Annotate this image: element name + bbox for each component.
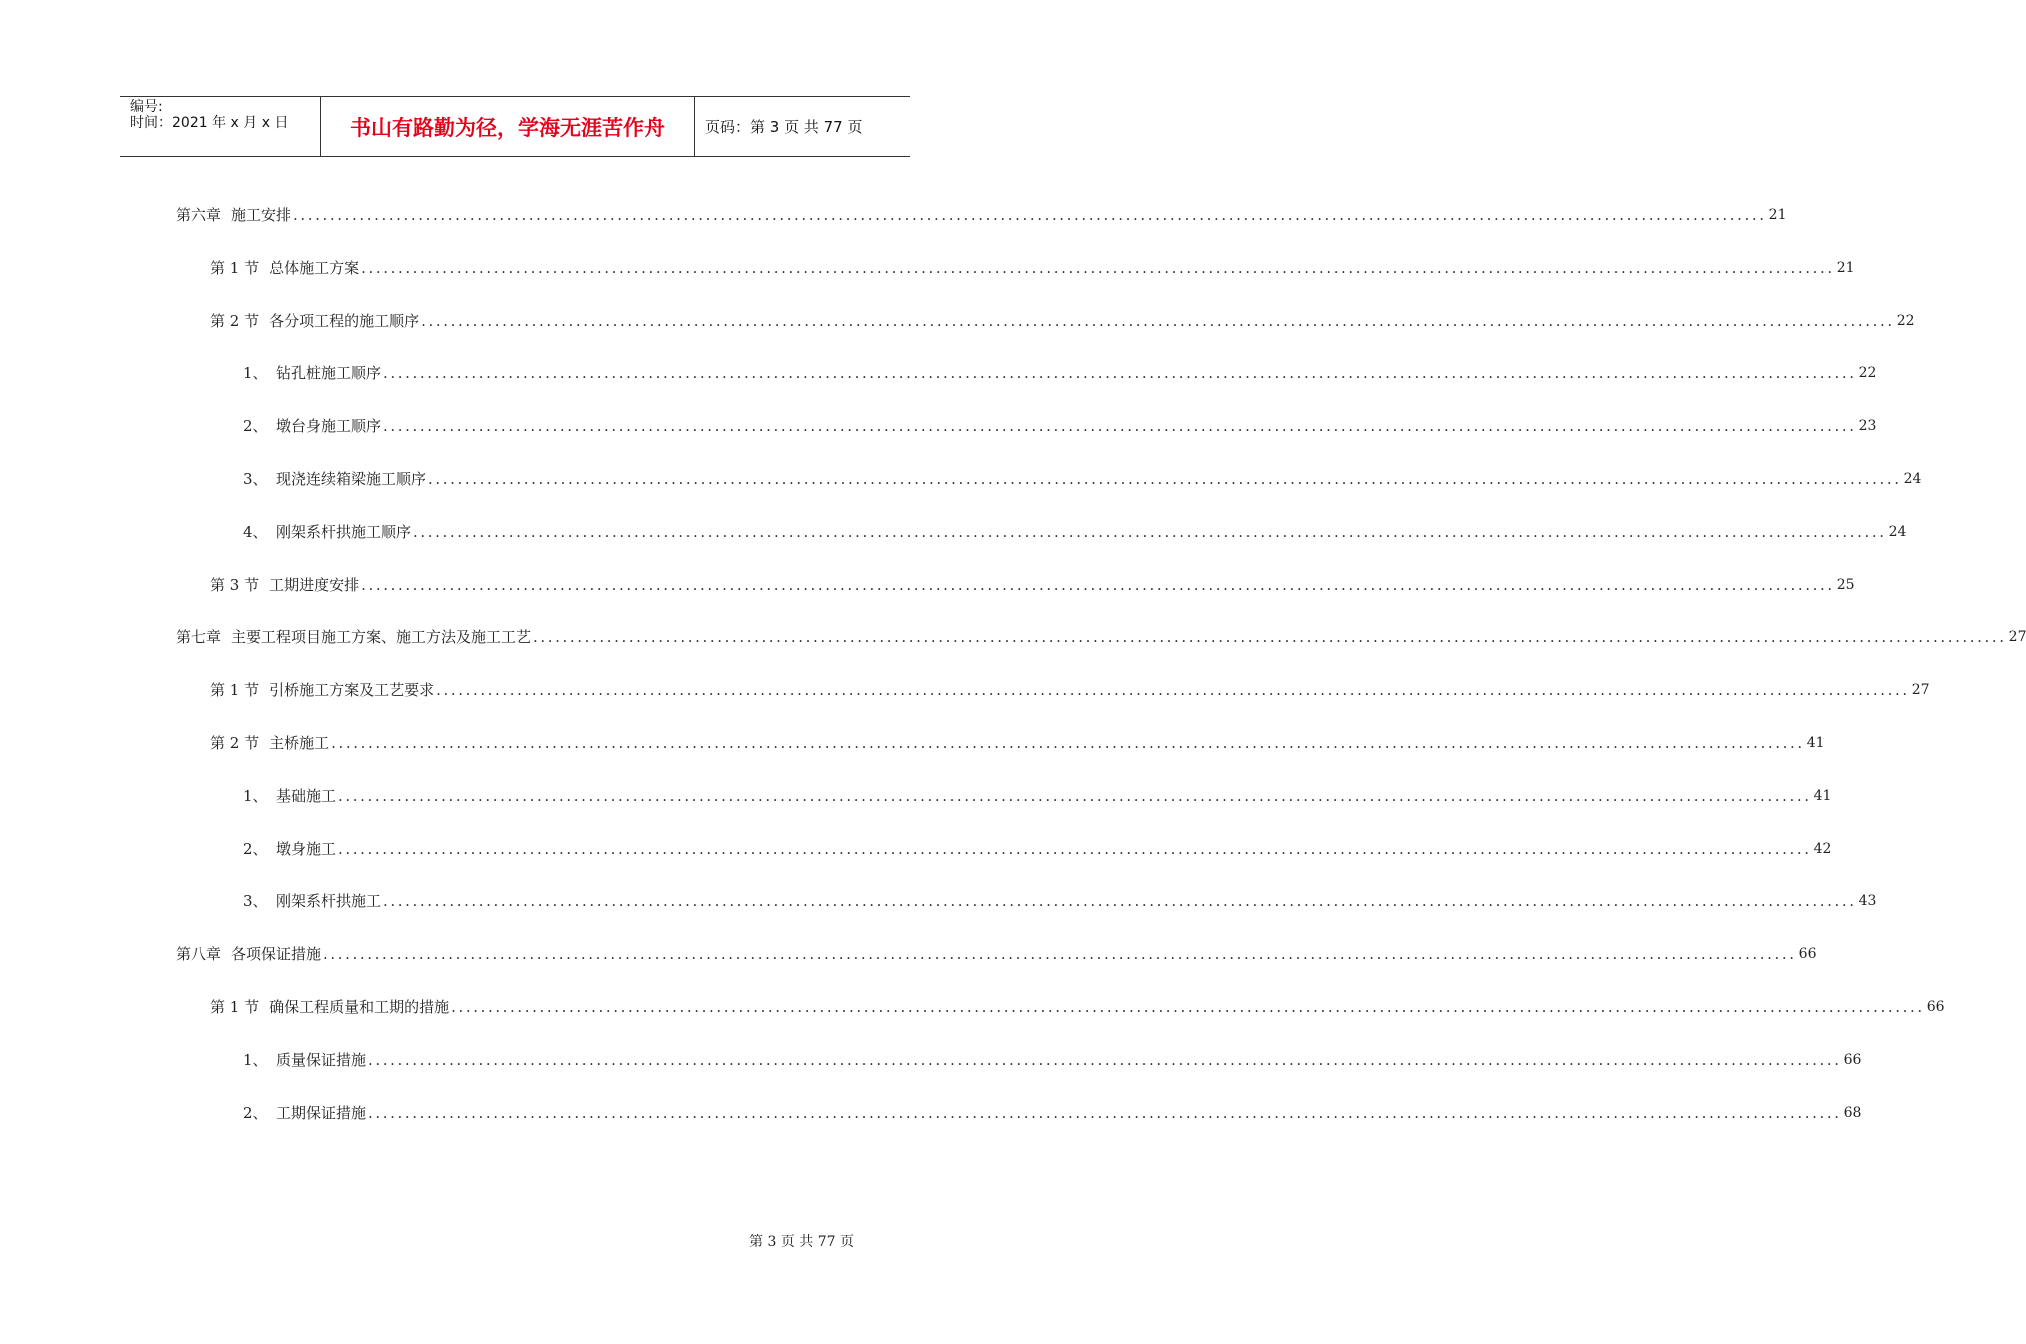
toc-entry-page: 24 — [1903, 471, 1922, 487]
toc-leader-dots: ........................................................................................................................................................................................................ — [451, 998, 1925, 1016]
toc-leader-dots: ........................................................................................................................................................................................................ — [361, 576, 1835, 594]
toc-leader-dots: ........................................................................................................................................................................................................ — [323, 945, 1797, 963]
toc-entry[interactable] — [210, 256, 1855, 278]
toc-leader-dots: ........................................................................................................................................................................................................ — [293, 206, 1767, 224]
toc-entry-number: 第 1 节 — [210, 681, 260, 699]
toc-entry-number: 2、 — [243, 1104, 268, 1122]
toc-leader-dots: ........................................................................................................................................................................................................ — [368, 1051, 1842, 1069]
toc-entry-page: 43 — [1858, 893, 1877, 909]
toc-entry-number: 第六章 — [176, 206, 222, 224]
toc-entry-title: 主桥施工 — [269, 734, 330, 752]
toc-entry[interactable] — [210, 309, 1915, 331]
toc-entry-page: 22 — [1858, 365, 1877, 381]
toc-entry-page: 42 — [1813, 841, 1832, 857]
toc-entry[interactable] — [243, 414, 1877, 436]
toc-leader-dots: ........................................................................................................................................................................................................ — [383, 892, 1857, 910]
toc-entry-label — [243, 416, 381, 436]
toc-entry[interactable] — [210, 995, 1945, 1017]
toc-entry-number: 第 1 节 — [210, 259, 260, 277]
toc-entry-number: 1、 — [243, 1051, 268, 1069]
toc-entry[interactable] — [210, 573, 1855, 595]
footer-page-info: 第 3 页 共 77 页 — [749, 1234, 854, 1250]
toc-entry-label — [243, 1103, 366, 1123]
toc-entry-label — [243, 469, 426, 489]
toc-entry[interactable] — [243, 784, 1832, 806]
toc-leader-dots: ........................................................................................................................................................................................................ — [383, 417, 1857, 435]
toc-entry-title: 工期保证措施 — [276, 1104, 367, 1122]
toc-entry-label — [210, 997, 449, 1017]
toc-entry-title: 施工安排 — [231, 206, 292, 224]
toc-entry-label — [243, 839, 336, 859]
toc-leader-dots: ........................................................................................................................................................................................................ — [338, 840, 1812, 858]
toc-entry[interactable] — [243, 467, 1922, 489]
toc-entry[interactable] — [210, 678, 1930, 700]
toc-entry-page: 25 — [1836, 577, 1855, 593]
toc-leader-dots: ........................................................................................................................................................................................................ — [368, 1104, 1842, 1122]
toc-entry-title: 现浇连续箱梁施工顺序 — [276, 470, 427, 488]
toc-entry-page: 27 — [1911, 682, 1930, 698]
document-number-label: 编号: — [130, 99, 163, 115]
toc-entry-number: 1、 — [243, 364, 268, 382]
toc-entry-label — [243, 363, 381, 383]
toc-entry-page: 41 — [1806, 735, 1825, 751]
toc-entry-title: 各分项工程的施工顺序 — [269, 312, 420, 330]
toc-entry[interactable] — [176, 942, 1817, 964]
toc-entry-number: 2、 — [243, 840, 268, 858]
toc-entry-page: 41 — [1813, 788, 1832, 804]
toc-entry-number: 第 2 节 — [210, 734, 260, 752]
toc-entry-label — [210, 311, 419, 331]
toc-leader-dots: ........................................................................................................................................................................................................ — [338, 787, 1812, 805]
toc-entry-label — [243, 891, 381, 911]
toc-entry-title: 各项保证措施 — [231, 945, 322, 963]
toc-entry-number: 2、 — [243, 417, 268, 435]
toc-leader-dots: ........................................................................................................................................................................................................ — [383, 364, 1857, 382]
toc-entry-title: 总体施工方案 — [269, 259, 360, 277]
toc-entry-page: 21 — [1836, 260, 1855, 276]
toc-entry-number: 4、 — [243, 523, 268, 541]
toc-leader-dots: ........................................................................................................................................................................................................ — [436, 681, 1910, 699]
toc-entry-label — [176, 205, 291, 225]
toc-entry-label — [210, 680, 434, 700]
header-motto: 书山有路勤为径，学海无涯苦作舟 — [350, 115, 665, 140]
toc-entry-page: 68 — [1843, 1105, 1862, 1121]
toc-entry-number: 3、 — [243, 892, 268, 910]
toc-entry-page: 23 — [1858, 418, 1877, 434]
toc-leader-dots: ........................................................................................................................................................................................................ — [331, 734, 1805, 752]
toc-entry-number: 第 1 节 — [210, 998, 260, 1016]
toc-leader-dots: ........................................................................................................................................................................................................ — [361, 259, 1835, 277]
toc-entry-title: 工期进度安排 — [269, 576, 360, 594]
toc-entry-title: 质量保证措施 — [276, 1051, 367, 1069]
toc-entry-title: 墩身施工 — [276, 840, 337, 858]
toc-entry-label — [243, 786, 336, 806]
toc-entry-number: 第 3 节 — [210, 576, 260, 594]
header-motto-cell — [321, 97, 695, 156]
toc-entry-number: 第 2 节 — [210, 312, 260, 330]
toc-entry-label — [210, 258, 359, 278]
toc-entry-label — [176, 627, 531, 647]
page-header — [120, 96, 910, 157]
toc-entry-label — [243, 1050, 366, 1070]
header-page-cell — [695, 97, 910, 156]
toc-leader-dots: ........................................................................................................................................................................................................ — [421, 312, 1895, 330]
toc-entry[interactable] — [243, 1048, 1862, 1070]
toc-entry[interactable] — [243, 520, 1907, 542]
toc-entry-page: 27 — [2008, 629, 2026, 645]
toc-entry[interactable] — [243, 361, 1877, 383]
toc-entry[interactable] — [243, 837, 1832, 859]
page-footer — [700, 1231, 854, 1251]
toc-entry-page: 66 — [1798, 946, 1817, 962]
toc-entry[interactable] — [176, 625, 2026, 647]
toc-entry-title: 基础施工 — [276, 787, 337, 805]
toc-entry-page: 66 — [1926, 999, 1945, 1015]
toc-entry-page: 24 — [1888, 524, 1907, 540]
toc-entry-number: 1、 — [243, 787, 268, 805]
toc-entry-label — [243, 522, 411, 542]
header-page-info: 页码：第 3 页 共 77 页 — [705, 118, 863, 136]
toc-entry-number: 3、 — [243, 470, 268, 488]
toc-entry-label — [210, 733, 329, 753]
toc-entry-title: 主要工程项目施工方案、施工方法及施工工艺 — [231, 628, 532, 646]
toc-leader-dots: ........................................................................................................................................................................................................ — [428, 470, 1902, 488]
toc-leader-dots: ........................................................................................................................................................................................................ — [413, 523, 1887, 541]
toc-entry[interactable] — [176, 203, 1787, 225]
toc-entry-label — [176, 944, 321, 964]
toc-entry-page: 66 — [1843, 1052, 1862, 1068]
toc-entry-number: 第七章 — [176, 628, 222, 646]
toc-entry-label — [210, 575, 359, 595]
toc-entry-title: 确保工程质量和工期的措施 — [269, 998, 450, 1016]
toc-entry-title: 墩台身施工顺序 — [276, 417, 382, 435]
toc-entry-page: 21 — [1768, 207, 1787, 223]
toc-entry[interactable] — [243, 1101, 1862, 1123]
toc-entry-title: 刚架系杆拱施工顺序 — [276, 523, 412, 541]
toc-entry[interactable] — [243, 889, 1877, 911]
toc-entry[interactable] — [210, 731, 1825, 753]
toc-entry-title: 钻孔桩施工顺序 — [276, 364, 382, 382]
toc-entry-title: 引桥施工方案及工艺要求 — [269, 681, 435, 699]
header-meta-cell — [120, 97, 321, 156]
toc-entry-page: 22 — [1896, 313, 1915, 329]
toc-entry-title: 刚架系杆拱施工 — [276, 892, 382, 910]
toc-leader-dots: ........................................................................................................................................................................................................ — [533, 628, 2007, 646]
toc-entry-number: 第八章 — [176, 945, 222, 963]
document-time-label: 时间：2021 年 x 月 x 日 — [130, 115, 289, 131]
